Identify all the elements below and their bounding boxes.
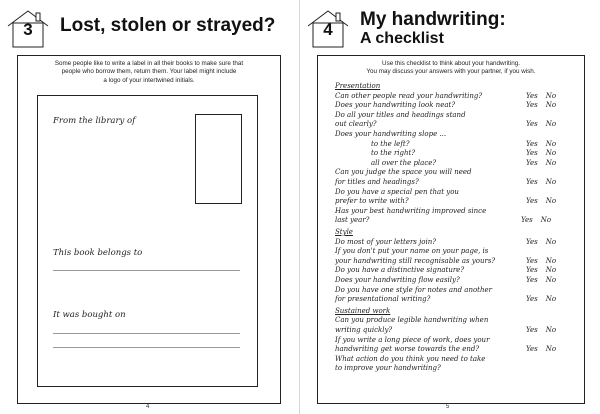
title-line: My handwriting: [360, 9, 506, 30]
checklist-row [335, 187, 565, 197]
intro-line: Some people like to write a label in all their books to make sure that [54, 60, 244, 67]
checklist-row [335, 158, 565, 168]
question-text: out clearly? [335, 120, 377, 129]
question-text: last year? [335, 216, 370, 225]
no-option[interactable]: No [545, 276, 557, 284]
yes-option[interactable]: Yes [526, 101, 538, 110]
question-text: What action do you think you need to take [335, 354, 486, 363]
yes-option[interactable]: Yes [526, 266, 538, 275]
yes-option[interactable]: Yes [526, 197, 538, 206]
question-text: If you write a long piece of work, does your [335, 335, 490, 344]
yes-no-choice [526, 91, 556, 101]
title-line: A checklist [360, 30, 444, 47]
activity-number: 4 [323, 20, 333, 39]
question-text: writing quickly? [335, 326, 393, 334]
yes-no-choice [526, 196, 556, 206]
section-title: Style [335, 228, 353, 236]
intro-line: Use this checklist to think about your handwriting. [382, 60, 520, 67]
intro-line: You may discuss your answers with your partner, if you wish. [366, 68, 536, 76]
checklist-row [335, 148, 565, 158]
question-text: Do you have one style for notes and another [335, 285, 492, 294]
write-line[interactable] [53, 270, 240, 271]
question-text: Does your handwriting flow easily? [335, 276, 460, 284]
checklist-row [335, 119, 565, 129]
yes-no-choice [526, 294, 556, 304]
yes-no-choice [526, 325, 556, 335]
checklist-row [335, 91, 565, 101]
section-heading [335, 81, 565, 91]
question-text: to improve your handwriting? [335, 364, 441, 373]
yes-no-choice [526, 100, 556, 110]
question-text: Can other people read your handwriting? [335, 91, 483, 100]
checklist-row [335, 206, 565, 216]
no-option[interactable]: No [545, 295, 557, 304]
checklist-row [335, 246, 565, 256]
section-title: Presentation [335, 82, 381, 90]
yes-option[interactable]: Yes [526, 178, 538, 186]
logo-box[interactable] [195, 114, 242, 204]
no-option[interactable]: No [545, 178, 557, 186]
question-text: to the left? [371, 139, 410, 148]
question-text: prefer to write with? [335, 197, 409, 206]
yes-option[interactable]: Yes [526, 158, 538, 167]
question-text: your handwriting still recognisable as yours? [335, 256, 496, 265]
checklist-row [335, 325, 565, 335]
yes-no-choice [526, 139, 556, 149]
question-text: for titles and headings? [335, 178, 419, 186]
page-title [360, 10, 506, 48]
checklist-row [335, 275, 565, 285]
intro-text [20, 60, 278, 85]
yes-no-choice [526, 256, 556, 266]
checklist-row [335, 315, 565, 325]
yes-option[interactable]: Yes [526, 120, 538, 129]
bought-label: It was bought on [53, 310, 126, 320]
checklist-row [335, 265, 565, 275]
section-title: Sustained work [335, 306, 391, 315]
page-number: 4 [146, 404, 150, 410]
checklist-row [335, 294, 565, 304]
belongs-label: This book belongs to [53, 248, 143, 258]
yes-option[interactable]: Yes [526, 149, 538, 158]
intro-line: people who borrow them, return them. Your label might include [61, 68, 237, 76]
checklist-row [335, 129, 565, 139]
no-option[interactable]: No [545, 197, 557, 206]
no-option[interactable]: No [545, 149, 557, 158]
question-text: for presentational writing? [335, 295, 431, 304]
library-label: From the library of [53, 116, 136, 126]
no-option[interactable]: No [545, 326, 557, 334]
checklist-row [335, 110, 565, 120]
section-heading [335, 306, 565, 316]
no-option[interactable]: No [545, 91, 557, 100]
yes-no-choice [526, 344, 556, 354]
checklist-row [335, 354, 565, 364]
yes-option[interactable]: Yes [526, 256, 538, 265]
no-option[interactable]: No [545, 237, 557, 246]
question-text: to the right? [371, 149, 416, 158]
yes-no-choice [526, 275, 556, 285]
question-text: Do you have a special pen that you [335, 187, 459, 196]
yes-no-choice [526, 237, 556, 247]
activity-number: 3 [23, 20, 33, 39]
question-text: Does your handwriting look neat? [335, 101, 456, 110]
yes-option[interactable]: Yes [526, 326, 538, 334]
question-text: Do you have a distinctive signature? [335, 266, 465, 275]
checklist-row [335, 363, 565, 373]
question-text: Do most of your letters join? [335, 237, 437, 246]
yes-option[interactable]: Yes [526, 345, 538, 354]
checklist-row [335, 335, 565, 345]
yes-no-choice [526, 158, 556, 168]
yes-no-choice [526, 148, 556, 158]
no-option[interactable]: No [545, 256, 557, 265]
no-option[interactable]: No [545, 345, 557, 354]
no-option[interactable]: No [545, 101, 557, 110]
checklist-row [335, 237, 565, 247]
page-title: Lost, stolen or strayed? [60, 15, 276, 36]
yes-option[interactable]: Yes [526, 295, 538, 304]
no-option[interactable]: No [545, 120, 557, 129]
checklist-row [335, 344, 565, 354]
question-text: Do all your titles and headings stand [335, 110, 466, 119]
yes-option[interactable]: Yes [526, 237, 538, 246]
write-line[interactable] [53, 333, 240, 334]
intro-line: a logo of your intertwined initials. [103, 76, 195, 84]
write-line[interactable] [53, 347, 240, 348]
question-text: Can you produce legible handwriting when [335, 316, 489, 325]
no-option[interactable]: No [545, 139, 557, 148]
yes-option[interactable]: Yes [526, 91, 538, 100]
question-text: Can you judge the space you will need [335, 168, 472, 177]
yes-no-choice [526, 177, 556, 187]
no-option[interactable]: No [545, 266, 557, 275]
question-text: Has your best handwriting improved since [335, 206, 487, 215]
yes-option[interactable]: Yes [521, 216, 533, 225]
page-number: 5 [446, 404, 450, 410]
question-text: all over the place? [371, 158, 437, 167]
checklist-row [335, 100, 565, 110]
section-heading [335, 227, 565, 237]
checklist-row [335, 256, 565, 266]
checklist-row [335, 196, 565, 206]
no-option[interactable]: No [540, 216, 552, 225]
yes-no-choice [526, 119, 556, 129]
checklist-row [335, 177, 565, 187]
yes-option[interactable]: Yes [526, 139, 538, 148]
checklist-row [335, 215, 565, 225]
question-text: handwriting get worse towards the end? [335, 345, 480, 354]
yes-no-choice [521, 215, 551, 225]
intro-text [320, 60, 582, 77]
checklist-row [335, 139, 565, 149]
checklist-row [335, 285, 565, 295]
question-text: Does your handwriting slope ... [335, 130, 447, 138]
no-option[interactable]: No [545, 158, 557, 167]
yes-no-choice [526, 265, 556, 275]
checklist-row [335, 167, 565, 177]
question-text: If you don't put your name on your page, is [335, 247, 489, 256]
yes-option[interactable]: Yes [526, 276, 538, 284]
